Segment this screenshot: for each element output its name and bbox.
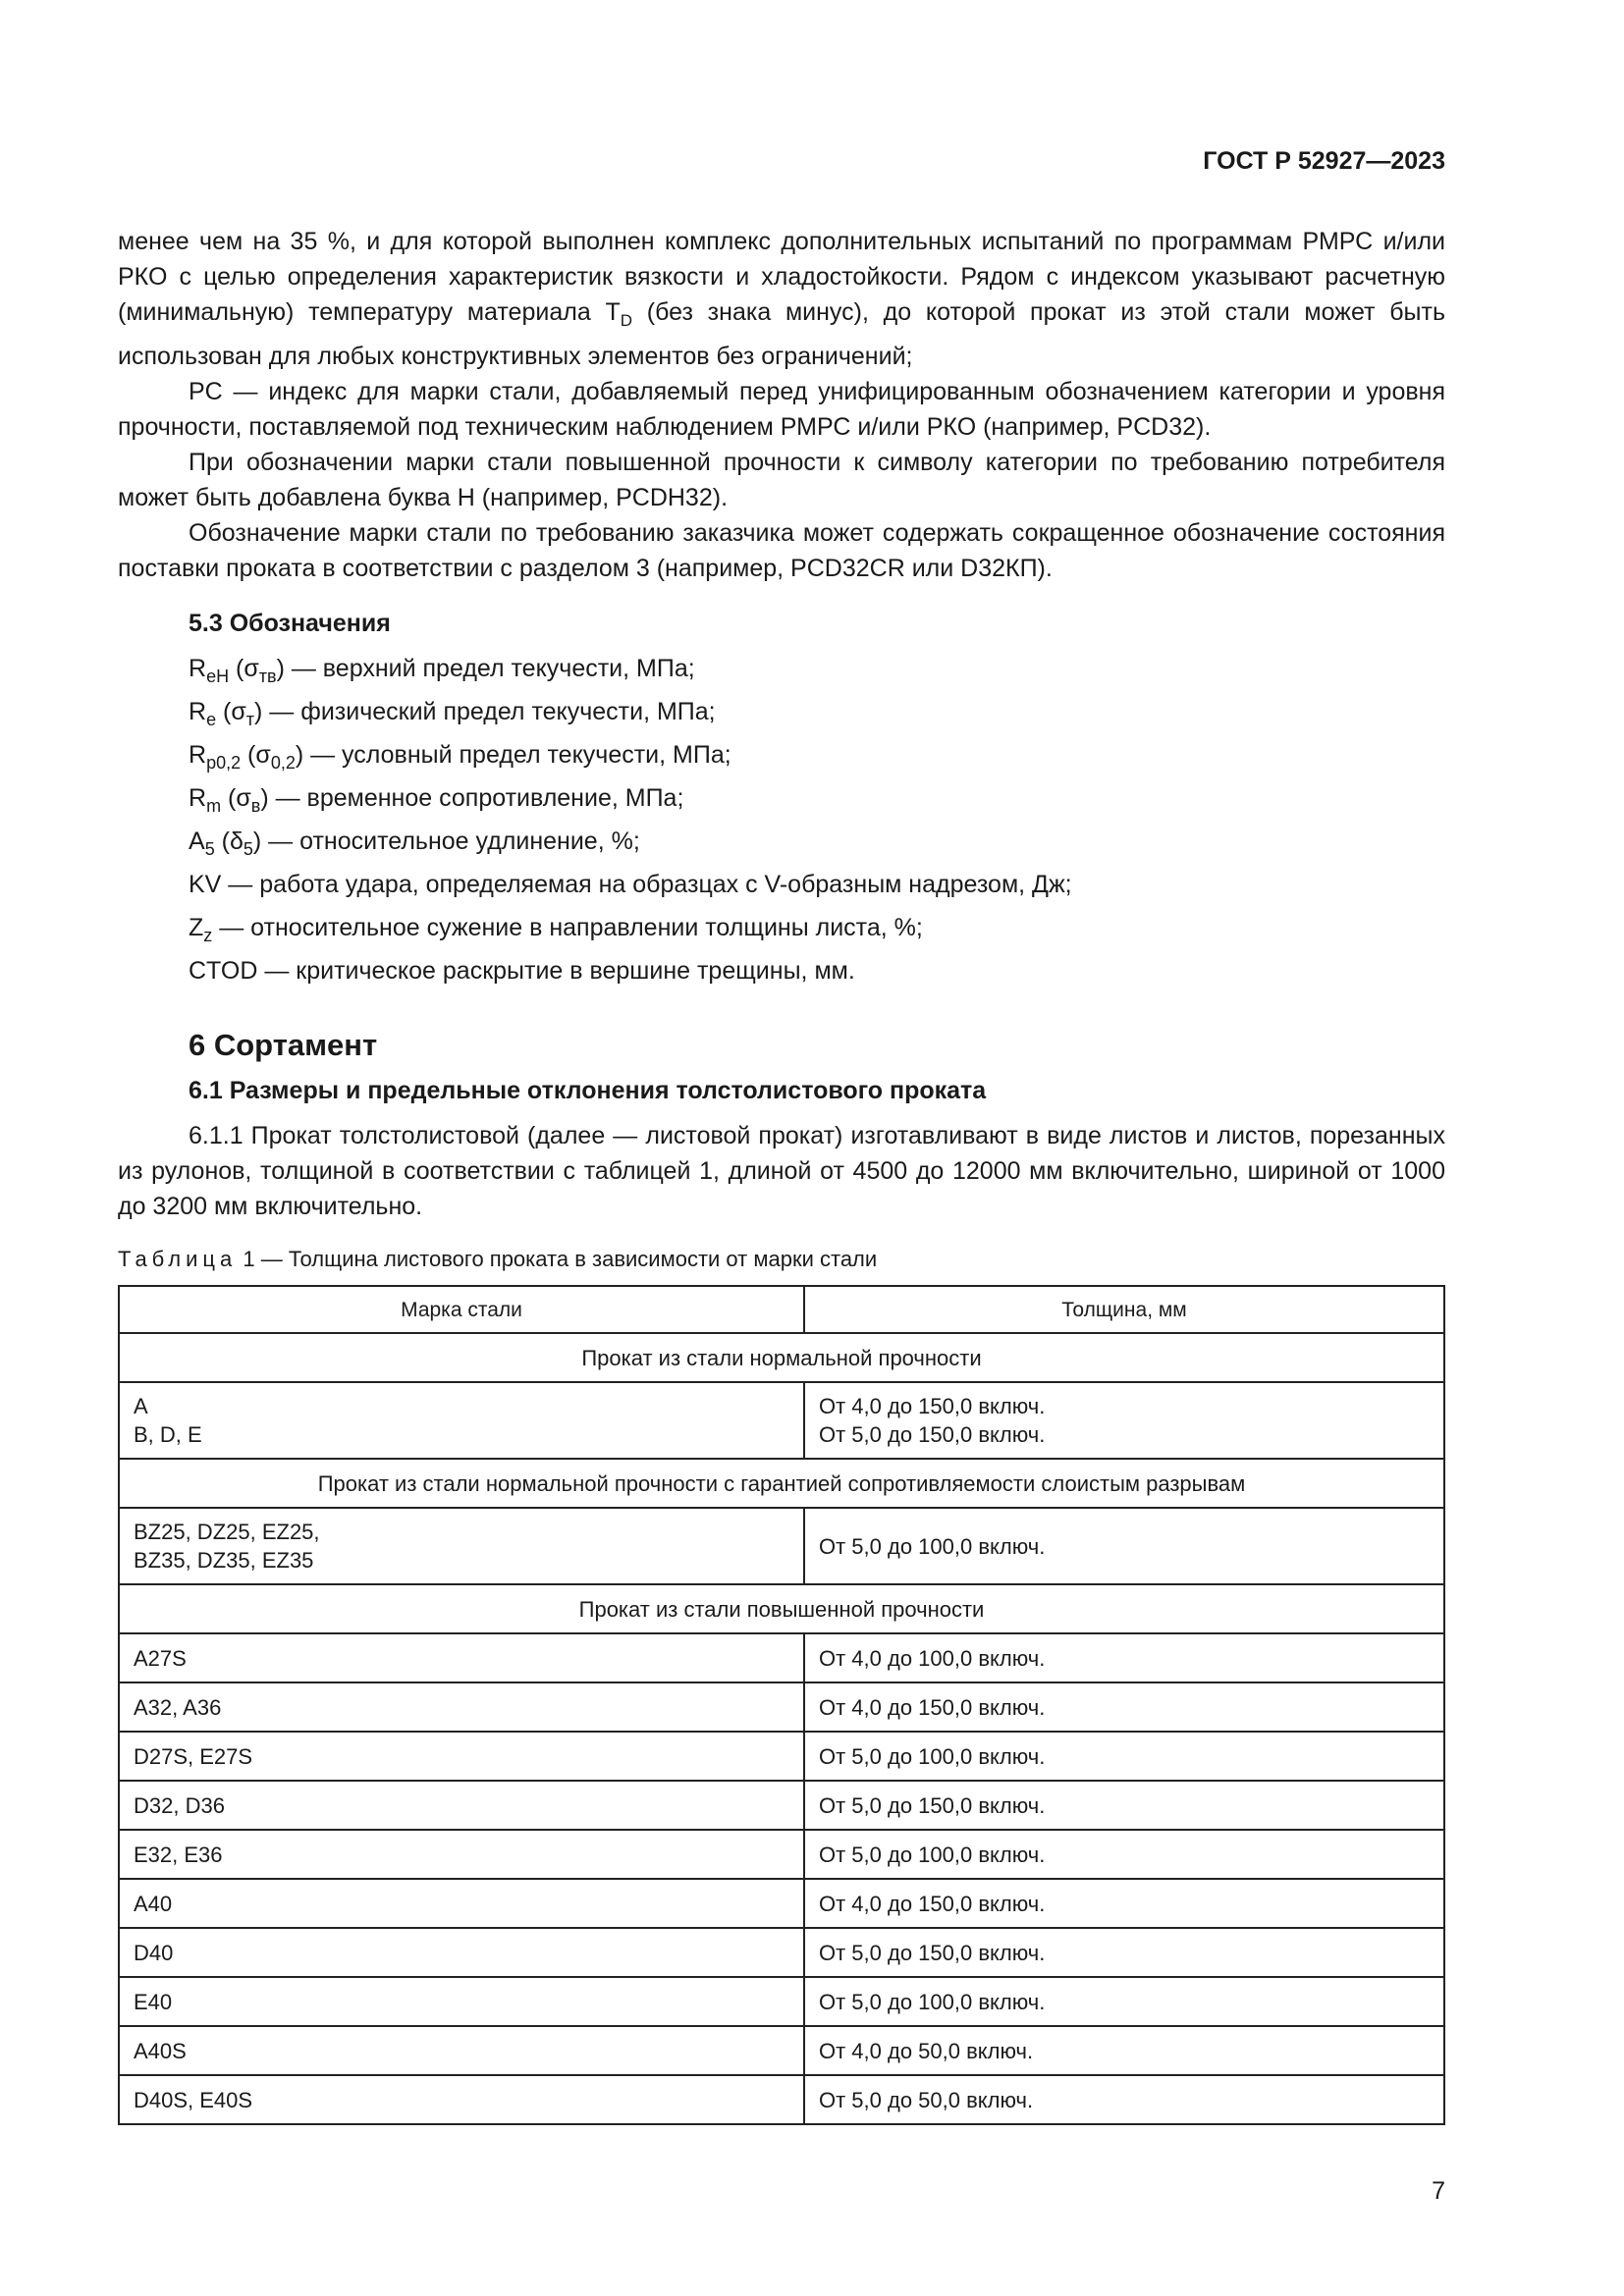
section-heading-6-1: 6.1 Размеры и предельные отклонения толстолистового проката — [189, 1077, 987, 1104]
steel-grade-cell: D40 — [119, 1928, 804, 1977]
thickness-cell: От 5,0 до 100,0 включ. — [804, 1508, 1444, 1584]
thickness-cell: От 4,0 до 100,0 включ. — [804, 1633, 1444, 1682]
symbol-item: $Z_z$ — относительное сужение в направлении толщины листа, %; — [189, 914, 923, 945]
steel-grade-cell: D40S, E40S — [119, 2075, 804, 2124]
thickness-cell: От 5,0 до 100,0 включ. — [804, 1732, 1444, 1781]
steel-grade-cell: A B, D, E — [119, 1382, 804, 1459]
table-row — [119, 1633, 1444, 1682]
page-number: 7 — [1432, 2177, 1445, 2205]
table-row — [119, 1732, 1444, 1781]
document-code: ГОСТ Р 52927—2023 — [1203, 147, 1445, 175]
steel-grade-cell: A32, A36 — [119, 1682, 804, 1732]
thickness-cell: От 4,0 до 150,0 включ. — [804, 1879, 1444, 1928]
steel-grade-cell: BZ25, DZ25, EZ25, BZ35, DZ35, EZ35 — [119, 1508, 804, 1584]
symbols-list — [118, 651, 1445, 996]
section-heading-6: 6 Сортамент — [189, 1028, 378, 1062]
table-row — [119, 1781, 1444, 1830]
symbol-item: CTOD — критическое раскрытие в вершине трещины, мм. — [189, 957, 855, 985]
steel-grade-cell: A40 — [119, 1879, 804, 1928]
symbol-item: $R_{eH}$ $(\sigma_{тв})$ — верхний предел текучести, МПа; — [189, 655, 695, 686]
table-section-row — [119, 1333, 1444, 1382]
thickness-table — [118, 1285, 1445, 2125]
table-row — [119, 1928, 1444, 1977]
thickness-cell: От 4,0 до 150,0 включ. От 5,0 до 150,0 включ. — [804, 1382, 1444, 1459]
steel-grade-cell: A40S — [119, 2026, 804, 2075]
table-row — [119, 1508, 1444, 1584]
thickness-cell: От 4,0 до 150,0 включ. — [804, 1682, 1444, 1732]
table-header-cell: Марка стали — [119, 1286, 804, 1333]
table-row — [119, 1830, 1444, 1879]
table-row — [119, 1382, 1444, 1459]
paragraph-6-1-1: 6.1.1 Прокат толстолистовой (далее — листовой прокат) изготавливают в виде листов и листов, порезанных из рулонов, толщиной в соответствии с таблицей 1, длиной от 4500 до 12000 мм включительно, шириной от 1000 до 3200 мм включительно. — [118, 1122, 1445, 1220]
symbol-item: $R_{p0,2}$ $(\sigma_{0,2})$ — условный предел текучести, МПа; — [189, 741, 731, 773]
table-section-title: Прокат из стали нормальной прочности — [119, 1333, 1444, 1382]
steel-grade-cell: A27S — [119, 1633, 804, 1682]
page-content — [118, 224, 1445, 2125]
steel-grade-cell: D27S, E27S — [119, 1732, 804, 1781]
paragraph-pc-index: PC — индекс для марки стали, добавляемый перед унифицированным обозначением категории и уровня прочности, поставляемой под техническим наблюдением РМРС и/или РКО (например, PCD32). — [118, 378, 1445, 441]
table-header-row — [119, 1286, 1444, 1333]
paragraph-letter-h: При обозначении марки стали повышенной прочности к символу категории по требованию потребителя может быть добавлена буква Н (например, PCDH32). — [118, 449, 1445, 511]
thickness-cell: От 4,0 до 50,0 включ. — [804, 2026, 1444, 2075]
table-caption: Таблица 1 — Толщина листового проката в зависимости от марки стали — [118, 1247, 878, 1271]
thickness-cell: От 5,0 до 100,0 включ. — [804, 1830, 1444, 1879]
thickness-cell: От 5,0 до 100,0 включ. — [804, 1977, 1444, 2026]
symbol-item: $A_5$ $(\delta_5)$ — относительное удлинение, %; — [189, 828, 640, 859]
table-section-title: Прокат из стали нормальной прочности с гарантией сопротивляемости слоистым разрывам — [119, 1459, 1444, 1508]
steel-grade-cell: E32, E36 — [119, 1830, 804, 1879]
paragraph-continuation: менее чем на 35 %, и для которой выполнен комплекс дополнительных испытаний по программам РМРС и/или РКО с целью определения характеристик вязкости и хладостойкости. Рядом с индексом указывают расчетную (минимальную) температуру материала $T_D$ (без знака минус), до которой прокат из этой стали может быть использован для любых конструктивных элементов без ограничений; — [118, 228, 1445, 370]
table-section-row — [119, 1584, 1444, 1633]
table-section-row — [119, 1459, 1444, 1508]
symbol-item: $R_m$ $(\sigma_в)$ — временное сопротивление, МПа; — [189, 784, 684, 816]
symbol-item: $R_e$ $(\sigma_т)$ — физический предел текучести, МПа; — [189, 698, 716, 729]
table-row — [119, 2075, 1444, 2124]
table-header-cell: Толщина, мм — [804, 1286, 1444, 1333]
section-heading-5-3: 5.3 Обозначения — [189, 610, 391, 637]
table-row — [119, 1977, 1444, 2026]
table-row — [119, 1879, 1444, 1928]
symbol-item: KV — работа удара, определяемая на образцах с V-образным надрезом, Дж; — [189, 871, 1072, 898]
thickness-cell: От 5,0 до 50,0 включ. — [804, 2075, 1444, 2124]
table-row — [119, 2026, 1444, 2075]
table-row — [119, 1682, 1444, 1732]
thickness-cell: От 5,0 до 150,0 включ. — [804, 1781, 1444, 1830]
steel-grade-cell: D32, D36 — [119, 1781, 804, 1830]
steel-grade-cell: E40 — [119, 1977, 804, 2026]
paragraph-delivery-state: Обозначение марки стали по требованию заказчика может содержать сокращенное обозначение состояния поставки проката в соответствии с разделом 3 (например, PCD32CR или D32КП). — [118, 519, 1445, 582]
thickness-cell: От 5,0 до 150,0 включ. — [804, 1928, 1444, 1977]
table-section-title: Прокат из стали повышенной прочности — [119, 1584, 1444, 1633]
